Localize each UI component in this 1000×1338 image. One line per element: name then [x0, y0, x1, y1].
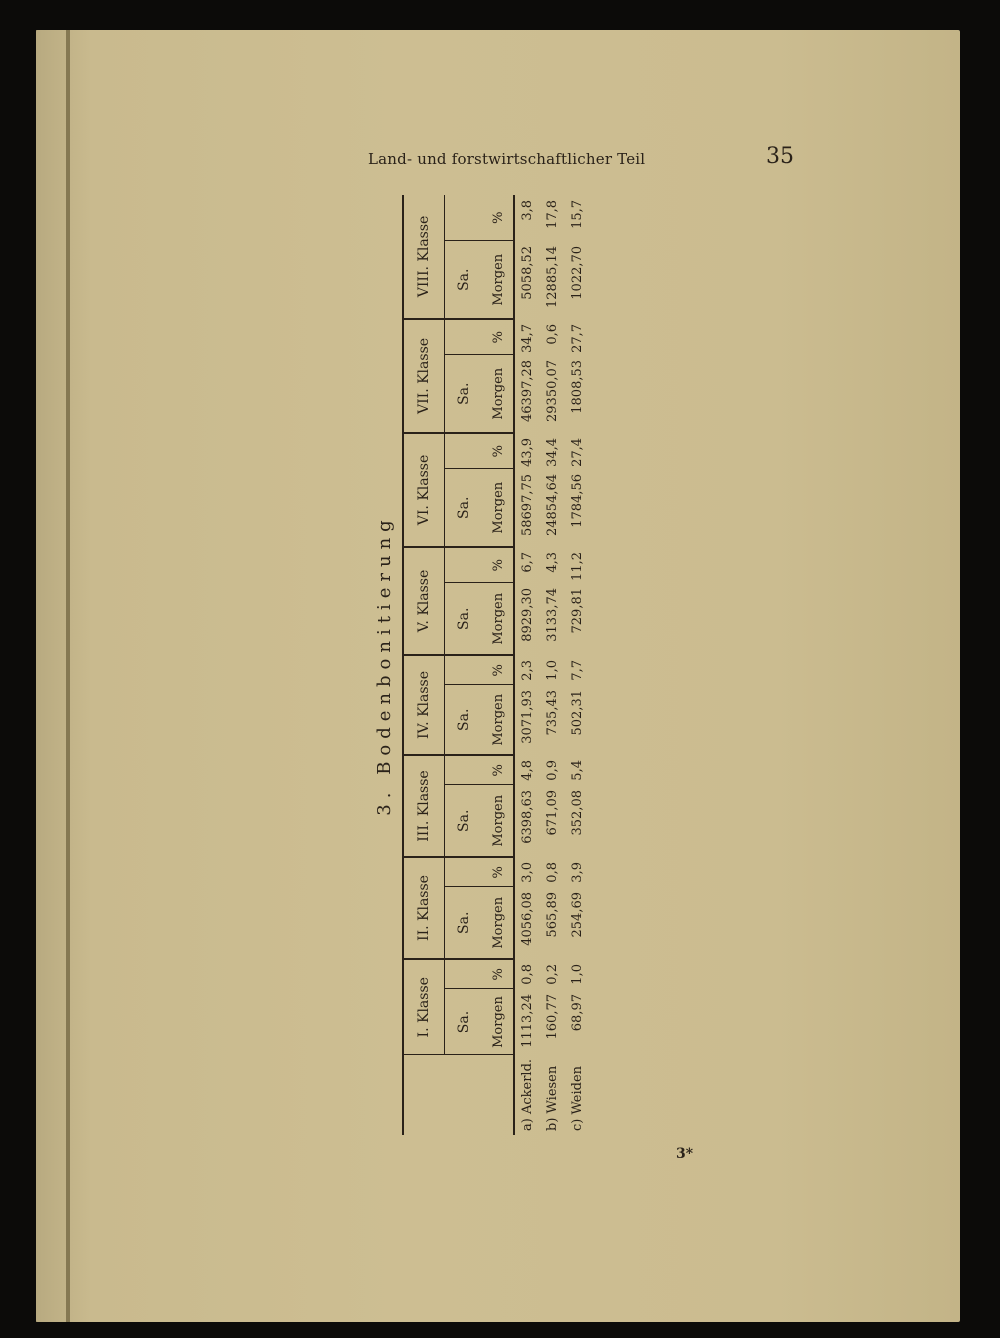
percent-cell: 2,3 — [520, 660, 535, 681]
running-title: Land- und forstwirtschaftlicher Teil — [368, 150, 646, 168]
unit-header: Morgen — [483, 355, 514, 433]
percent-cell: 11,2 — [570, 551, 585, 581]
table-row — [514, 195, 540, 1135]
page-number: 35 — [766, 144, 794, 169]
morgen-cell: 735,43 — [545, 690, 560, 736]
percent-cell: 1,0 — [570, 964, 585, 985]
row-label-header — [403, 1055, 445, 1135]
class-header: II. Klasse — [403, 857, 445, 959]
percent-cell: 34,7 — [520, 323, 535, 353]
soil-classification-table — [402, 195, 590, 1135]
sum-header: Sa. — [445, 989, 484, 1055]
morgen-cell: 12885,14 — [545, 245, 560, 308]
morgen-cell: 46397,28 — [520, 359, 535, 422]
unit-header: Morgen — [483, 785, 514, 857]
class-header: VIII. Klasse — [403, 195, 445, 319]
morgen-cell: 352,08 — [570, 790, 585, 836]
morgen-cell: 254,69 — [570, 892, 585, 938]
percent-cell: 1,0 — [545, 660, 560, 681]
row-label: a) Ackerld. — [520, 1058, 535, 1131]
unit-header: Morgen — [483, 583, 514, 655]
class-header: I. Klasse — [403, 959, 445, 1055]
percent-cell: 17,8 — [545, 199, 560, 229]
morgen-cell: 6398,63 — [520, 790, 535, 844]
class-header: VII. Klasse — [403, 319, 445, 433]
table-row — [540, 195, 565, 1135]
morgen-cell: 1022,70 — [570, 245, 585, 300]
morgen-cell: 5058,52 — [520, 245, 535, 300]
morgen-cell: 58697,75 — [520, 473, 535, 537]
percent-header: % — [483, 319, 514, 355]
percent-cell: 6,7 — [520, 551, 535, 573]
sum-header: Sa. — [445, 241, 484, 319]
percent-header: % — [483, 959, 514, 989]
percent-cell: 3,8 — [520, 199, 535, 221]
class-header: IV. Klasse — [403, 655, 445, 755]
sum-header: Sa. — [445, 469, 484, 547]
sum-header: Sa. — [445, 887, 484, 959]
percent-header: % — [483, 857, 514, 887]
rotated-content — [368, 195, 598, 1135]
percent-cell: 3,9 — [570, 862, 585, 883]
percent-cell: 27,7 — [570, 323, 585, 353]
percent-cell: 0,8 — [545, 862, 560, 883]
morgen-cell: 4056,08 — [520, 892, 535, 946]
unit-header: Morgen — [483, 989, 514, 1055]
percent-cell: 15,7 — [570, 199, 585, 229]
percent-cell: 0,8 — [520, 964, 535, 985]
morgen-cell: 160,77 — [545, 994, 560, 1040]
percent-cell: 0,9 — [545, 760, 560, 781]
sum-header: Sa. — [445, 785, 484, 857]
unit-header: Morgen — [483, 887, 514, 959]
morgen-cell: 1808,53 — [570, 359, 585, 414]
signature-mark: 3* — [676, 1146, 694, 1162]
percent-cell: 0,2 — [545, 964, 560, 985]
percent-cell: 34,4 — [545, 437, 560, 467]
percent-header: % — [483, 433, 514, 469]
sum-header: Sa. — [445, 355, 484, 433]
percent-cell: 3,0 — [520, 862, 535, 883]
unit-header: Morgen — [483, 685, 514, 755]
percent-cell: 0,6 — [545, 323, 560, 345]
class-header: VI. Klasse — [403, 433, 445, 547]
percent-header: % — [483, 755, 514, 785]
percent-cell: 43,9 — [520, 437, 535, 467]
percent-cell: 4,8 — [520, 760, 535, 781]
class-header: III. Klasse — [403, 755, 445, 857]
row-label: c) Weiden — [570, 1065, 585, 1131]
percent-header: % — [483, 547, 514, 583]
unit-header: Morgen — [483, 469, 514, 547]
morgen-cell: 671,09 — [545, 790, 560, 836]
page-fold — [66, 30, 70, 1322]
morgen-cell: 1113,24 — [520, 994, 535, 1048]
percent-cell: 5,4 — [570, 760, 585, 781]
morgen-cell: 1784,56 — [570, 473, 585, 528]
percent-cell: 7,7 — [570, 660, 585, 681]
table-row — [565, 195, 590, 1135]
sum-header: Sa. — [445, 583, 484, 655]
row-label: b) Wiesen — [545, 1065, 560, 1131]
morgen-cell: 729,81 — [570, 588, 585, 634]
section-title: 3. Bodenbonitierung — [374, 514, 395, 816]
rotated-table-area — [368, 195, 598, 1135]
morgen-cell: 3071,93 — [520, 690, 535, 744]
unit-header: Morgen — [483, 241, 514, 319]
morgen-cell: 3133,74 — [545, 588, 560, 642]
morgen-cell: 502,31 — [570, 690, 585, 736]
percent-header: % — [483, 195, 514, 241]
morgen-cell: 565,89 — [545, 892, 560, 938]
morgen-cell: 68,97 — [570, 994, 585, 1032]
class-header: V. Klasse — [403, 547, 445, 655]
percent-header: % — [483, 655, 514, 685]
morgen-cell: 29350,07 — [545, 359, 560, 422]
morgen-cell: 24854,64 — [545, 473, 560, 537]
percent-cell: 4,3 — [545, 551, 560, 573]
percent-cell: 27,4 — [570, 437, 585, 467]
morgen-cell: 8929,30 — [520, 588, 535, 642]
sum-header: Sa. — [445, 685, 484, 755]
